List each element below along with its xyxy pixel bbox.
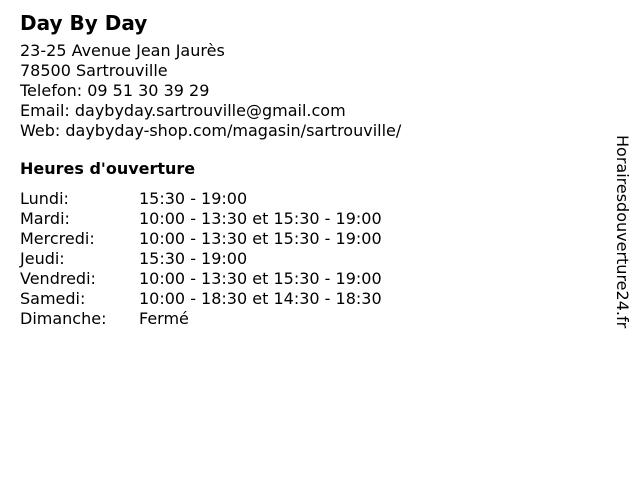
hours-row-friday xyxy=(20,269,600,289)
hours-table xyxy=(20,189,600,329)
business-card xyxy=(20,10,600,329)
hours-row-wednesday xyxy=(20,229,600,249)
day-label: Dimanche: xyxy=(20,309,107,328)
day-hours: 15:30 - 19:00 xyxy=(139,249,248,268)
day-hours: 10:00 - 18:30 et 14:30 - 18:30 xyxy=(139,289,382,308)
email-text: Email: daybyday.sartrouville@gmail.com xyxy=(20,101,346,120)
day-hours: 10:00 - 13:30 et 15:30 - 19:00 xyxy=(139,269,382,288)
phone-text: Telefon: 09 51 30 39 29 xyxy=(20,81,210,100)
hours-row-thursday xyxy=(20,249,600,269)
site-watermark: Horairesdouverture24.fr xyxy=(613,135,632,329)
website-text: Web: daybyday-shop.com/magasin/sartrouville/ xyxy=(20,121,402,140)
day-hours: 10:00 - 13:30 et 15:30 - 19:00 xyxy=(139,209,382,228)
day-label: Vendredi: xyxy=(20,269,96,288)
day-label: Samedi: xyxy=(20,289,86,308)
day-hours: Fermé xyxy=(139,309,189,328)
address-line-1: 23-25 Avenue Jean Jaurès xyxy=(20,41,225,60)
hours-row-tuesday xyxy=(20,209,600,229)
address-line-2: 78500 Sartrouville xyxy=(20,61,168,80)
hours-title: Heures d'ouverture xyxy=(20,159,196,178)
day-label: Mercredi: xyxy=(20,229,95,248)
hours-row-monday xyxy=(20,189,600,209)
hours-row-saturday xyxy=(20,289,600,309)
business-name: Day By Day xyxy=(20,11,148,35)
day-label: Mardi: xyxy=(20,209,70,228)
hours-row-sunday xyxy=(20,309,600,329)
day-hours: 15:30 - 19:00 xyxy=(139,189,248,208)
day-hours: 10:00 - 13:30 et 15:30 - 19:00 xyxy=(139,229,382,248)
day-label: Lundi: xyxy=(20,189,69,208)
day-label: Jeudi: xyxy=(20,249,65,268)
